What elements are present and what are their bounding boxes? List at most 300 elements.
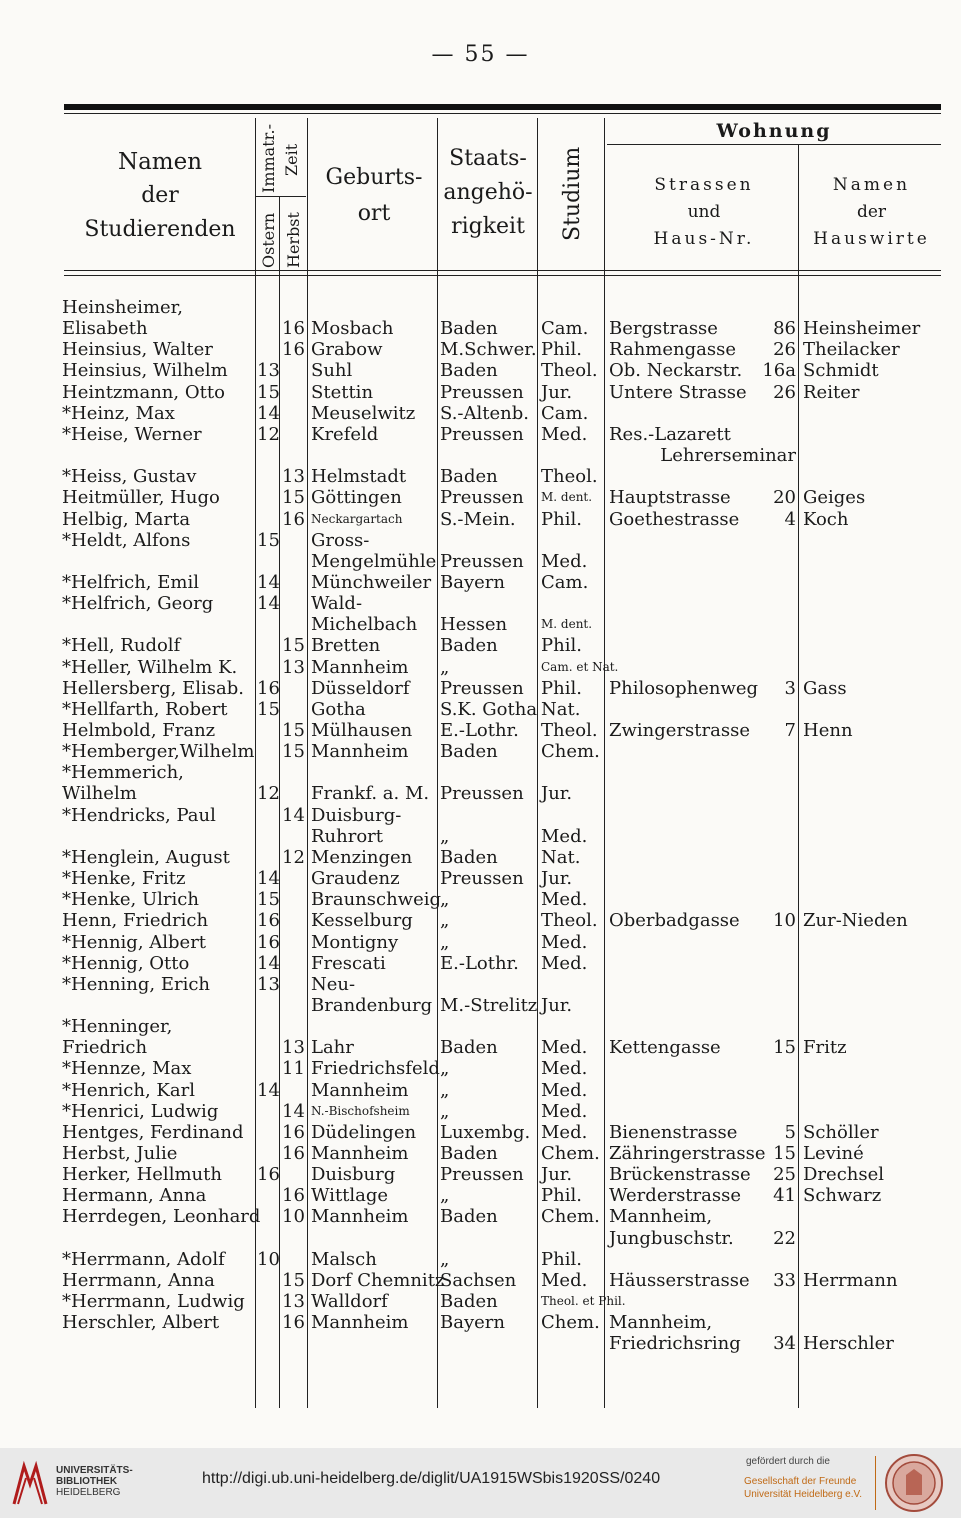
term-ostern: 14 <box>257 868 280 890</box>
header-nationality-line: angehö- <box>443 180 533 205</box>
supported-by: gefördert durch die <box>746 1456 830 1467</box>
nationality: Baden <box>440 635 498 657</box>
study-subject: Phil. <box>541 677 582 699</box>
header-names-line: Studierenden <box>84 217 236 242</box>
student-name: Helmbold, Franz <box>62 720 216 741</box>
student-name: *Herrmann, Ludwig <box>62 1291 245 1313</box>
student-name: *Hellfarth, Robert <box>62 698 228 720</box>
nationality: Preussen <box>440 677 524 699</box>
study-subject: Cam. <box>541 318 589 340</box>
landlord: Reiter <box>803 381 860 403</box>
header-host-line: Namen <box>832 175 911 195</box>
nationality: „ <box>440 910 450 932</box>
term-ostern: 14 <box>257 402 280 424</box>
table-row <box>0 1143 961 1164</box>
student-name: *Hemmerich, <box>62 762 184 784</box>
student-name: *Helfrich, Emil <box>62 571 199 593</box>
street: Werderstrasse <box>609 1185 742 1207</box>
table-row <box>0 487 961 508</box>
table-row <box>0 1291 961 1312</box>
birthplace: Montigny <box>311 931 399 953</box>
study-subject: Med. <box>541 1037 588 1059</box>
nationality: Baden <box>440 1037 498 1059</box>
student-name: *Heller, Wilhelm K. <box>62 656 238 678</box>
birthplace: Düdelingen <box>311 1121 417 1143</box>
nationality: „ <box>440 1185 450 1207</box>
header-ostern: Ostern <box>259 212 278 268</box>
term-ostern: 13 <box>257 360 280 382</box>
birthplace: Brandenburg <box>311 994 433 1016</box>
birthplace: Lahr <box>311 1037 354 1059</box>
nationality: Baden <box>440 360 498 382</box>
student-name: Helbig, Marta <box>62 508 191 530</box>
term-ostern: 15 <box>257 381 280 403</box>
header-host <box>802 172 941 253</box>
birthplace: Frescati <box>311 952 386 974</box>
term-herbst: 16 <box>282 1143 305 1164</box>
nationality: Hessen <box>440 614 508 636</box>
table-row <box>0 1058 961 1079</box>
term-herbst: 13 <box>282 1291 305 1313</box>
table-row <box>0 635 961 656</box>
term-herbst: 12 <box>282 846 305 868</box>
student-name: *Heinz, Max <box>62 402 175 424</box>
table-row <box>0 1122 961 1143</box>
header-street <box>609 172 799 253</box>
street: Zwingerstrasse <box>609 720 750 741</box>
house-number: 15 <box>773 1037 796 1059</box>
study-subject: Phil. <box>541 1185 582 1207</box>
street: Häusserstrasse <box>609 1269 750 1291</box>
table-row <box>0 847 961 868</box>
street: Friedrichsring <box>609 1333 741 1355</box>
header-host-line: der <box>856 202 887 222</box>
table-row <box>0 1249 961 1270</box>
term-ostern: 10 <box>257 1248 280 1270</box>
study-subject: Med. <box>541 1269 588 1291</box>
student-name: *Hennig, Albert <box>62 931 207 953</box>
student-name: Herrmann, Anna <box>62 1269 215 1291</box>
table-row <box>0 699 961 720</box>
birthplace: Walldorf <box>311 1291 388 1313</box>
study-subject: Med. <box>541 423 588 445</box>
nationality: Preussen <box>440 423 524 445</box>
birthplace: Mannheim <box>311 656 409 678</box>
birthplace: Bretten <box>311 635 381 657</box>
term-herbst: 11 <box>282 1058 305 1080</box>
study-subject: Med. <box>541 825 588 847</box>
society-name-line: Gesellschaft der Freunde <box>744 1476 857 1487</box>
table-row <box>0 953 961 974</box>
university-seal-icon <box>884 1453 944 1513</box>
nationality: E.-Lothr. <box>440 952 519 974</box>
term-herbst: 13 <box>282 656 305 678</box>
street: Mannheim, <box>609 1206 713 1228</box>
student-name: *Heiss, Gustav <box>62 466 197 488</box>
house-number: 5 <box>784 1121 796 1143</box>
table-row <box>0 1333 961 1354</box>
nationality: „ <box>440 1100 450 1122</box>
landlord: Gass <box>803 677 847 699</box>
student-name: Friedrich <box>62 1037 148 1059</box>
header-nationality-line: rigkeit <box>451 214 525 239</box>
table-row <box>0 360 961 381</box>
study-subject: M. dent. <box>541 617 593 632</box>
birthplace: Suhl <box>311 360 353 382</box>
nationality: „ <box>440 825 450 847</box>
table-row <box>0 1101 961 1122</box>
landlord: Heinsheimer <box>803 318 921 340</box>
society-name-line: Universität Heidelberg e.V. <box>744 1489 863 1500</box>
nationality: Luxembg. <box>440 1121 531 1143</box>
birthplace: Michelbach <box>311 614 418 636</box>
nationality: „ <box>440 1058 450 1080</box>
student-name: *Hendricks, Paul <box>62 804 216 826</box>
study-subject: Med. <box>541 931 588 953</box>
header-divider <box>256 196 306 197</box>
term-ostern: 16 <box>257 931 280 953</box>
study-subject: Med. <box>541 889 588 911</box>
study-subject: Theol. et Phil. <box>541 1294 626 1309</box>
table-row <box>0 424 961 445</box>
landlord: Leviné <box>803 1143 864 1164</box>
birthplace: Mengelmühle <box>311 550 437 572</box>
student-name: Heinsius, Wilhelm <box>62 360 228 382</box>
term-herbst: 10 <box>282 1206 305 1228</box>
library-name-line: UNIVERSITÄTS- <box>56 1465 133 1476</box>
study-subject: Med. <box>541 1100 588 1122</box>
study-subject: Jur. <box>541 783 573 805</box>
table-row <box>0 974 961 995</box>
birthplace: Duisburg <box>311 1164 396 1186</box>
term-herbst: 15 <box>282 1269 305 1291</box>
study-subject: Jur. <box>541 1164 573 1186</box>
student-name: *Henning, Erich <box>62 973 211 995</box>
birthplace: Meuselwitz <box>311 402 416 424</box>
student-name: Hellersberg, Elisab. <box>62 677 244 699</box>
study-subject: Chem. <box>541 1312 600 1334</box>
landlord: Fritz <box>803 1037 847 1059</box>
study-subject: Phil. <box>541 339 582 361</box>
student-name: *Heldt, Alfons <box>62 529 191 551</box>
term-ostern: 14 <box>257 1079 280 1101</box>
house-number: 22 <box>773 1227 796 1249</box>
nationality: Baden <box>440 846 498 868</box>
student-name: Herbst, Julie <box>62 1143 178 1164</box>
birthplace: Wittlage <box>311 1185 389 1207</box>
nationality: Preussen <box>440 868 524 890</box>
nationality: Baden <box>440 741 498 763</box>
birthplace: Mannheim <box>311 1079 409 1101</box>
table-row <box>0 1185 961 1206</box>
nationality: E.-Lothr. <box>440 720 519 741</box>
street: Untere Strasse <box>609 381 747 403</box>
study-subject: Med. <box>541 550 588 572</box>
term-ostern: 15 <box>257 529 280 551</box>
student-name: Wilhelm <box>62 783 137 805</box>
header-nationality <box>438 142 538 244</box>
nationality: S.-Mein. <box>440 508 516 530</box>
birthplace: Menzingen <box>311 846 413 868</box>
student-name: *Henke, Fritz <box>62 868 186 890</box>
student-name: Heintzmann, Otto <box>62 381 225 403</box>
header-immatr: Immatr.- <box>259 123 278 193</box>
header-bottom-rule <box>64 270 941 271</box>
birthplace: Mannheim <box>311 1206 409 1228</box>
street: Kettengasse <box>609 1037 721 1059</box>
nationality: Baden <box>440 318 498 340</box>
student-name: Hermann, Anna <box>62 1185 207 1207</box>
birthplace: Krefeld <box>311 423 379 445</box>
library-name <box>56 1465 133 1498</box>
study-subject: Cam. <box>541 402 589 424</box>
student-name: *Henglein, August <box>62 846 230 868</box>
table-row <box>0 382 961 403</box>
study-subject: Jur. <box>541 381 573 403</box>
table-row <box>0 1080 961 1101</box>
nationality: „ <box>440 1079 450 1101</box>
birthplace: Ruhrort <box>311 825 384 847</box>
footer-divider <box>875 1456 876 1510</box>
nationality: Baden <box>440 1291 498 1313</box>
study-subject: Cam. <box>541 571 589 593</box>
header-residence: Wohnung <box>716 120 832 142</box>
birthplace: Wald- <box>311 593 363 615</box>
term-herbst: 16 <box>282 318 305 340</box>
page-number: — 55 — <box>431 42 530 67</box>
table-row <box>0 1270 961 1291</box>
landlord: Schwarz <box>803 1185 882 1207</box>
footer-bar <box>0 1448 961 1518</box>
landlord: Koch <box>803 508 849 530</box>
study-subject: Phil. <box>541 508 582 530</box>
study-subject: Chem. <box>541 1143 600 1164</box>
table-row <box>0 1228 961 1249</box>
nationality: „ <box>440 889 450 911</box>
landlord: Zur-Nieden <box>803 910 908 932</box>
table-row <box>0 868 961 889</box>
student-name: *Henrici, Ludwig <box>62 1100 219 1122</box>
term-ostern: 14 <box>257 593 280 615</box>
table-row <box>0 1164 961 1185</box>
birthplace: N.-Bischofsheim <box>311 1103 410 1118</box>
house-number: 26 <box>773 381 796 403</box>
header-names-line: Namen <box>117 149 203 175</box>
birthplace: Neu- <box>311 973 356 995</box>
student-name: *Henrich, Karl <box>62 1079 195 1101</box>
birthplace: Frankf. a. M. <box>311 783 430 805</box>
header-street-line: und <box>687 202 721 222</box>
term-herbst: 13 <box>282 1037 305 1059</box>
nationality: Bayern <box>440 571 505 593</box>
table-row <box>0 318 961 339</box>
source-url[interactable]: http://digi.ub.uni-heidelberg.de/diglit/UA1915WSbis1920SS/0240 <box>202 1470 661 1487</box>
table-row <box>0 466 961 487</box>
student-name: *Henninger, <box>62 1016 173 1038</box>
term-herbst: 13 <box>282 466 305 488</box>
street: Ob. Neckarstr. <box>609 360 743 382</box>
term-herbst: 15 <box>282 635 305 657</box>
birthplace: Mannheim <box>311 1143 409 1164</box>
house-number: 34 <box>773 1333 796 1355</box>
house-number: 20 <box>773 487 796 509</box>
house-number: 41 <box>773 1185 796 1207</box>
header-street-line: Haus-Nr. <box>653 229 755 249</box>
term-herbst: 15 <box>282 741 305 763</box>
student-name: *Herrmann, Adolf <box>62 1248 225 1270</box>
birthplace: Graudenz <box>311 868 400 890</box>
landlord: Henn <box>803 720 853 741</box>
nationality: Baden <box>440 1206 498 1228</box>
nationality: „ <box>440 931 450 953</box>
table-row <box>0 678 961 699</box>
street: Bienenstrasse <box>609 1121 738 1143</box>
study-subject: Nat. <box>541 698 581 720</box>
student-name: *Hell, Rudolf <box>62 635 181 657</box>
header-study: Studium <box>560 146 585 241</box>
birthplace: Friedrichsfeld <box>311 1058 440 1080</box>
student-name: *Hennze, Max <box>62 1058 192 1080</box>
landlord: Schöller <box>803 1121 879 1143</box>
table-row <box>0 1016 961 1037</box>
student-name: Hentges, Ferdinand <box>62 1121 244 1143</box>
table-row <box>0 445 961 466</box>
nationality: Preussen <box>440 487 524 509</box>
landlord: Theilacker <box>803 339 900 361</box>
student-name: Henn, Friedrich <box>62 910 209 932</box>
landlord: Schmidt <box>803 360 879 382</box>
birthplace: Neckargartach <box>311 511 403 526</box>
student-name: *Heise, Werner <box>62 423 202 445</box>
nationality: M.-Strelitz <box>440 994 538 1016</box>
table-row <box>0 910 961 931</box>
student-name: Elisabeth <box>62 318 148 340</box>
study-subject: Med. <box>541 1079 588 1101</box>
table-row <box>0 741 961 762</box>
table-row <box>0 826 961 847</box>
header-birthplace <box>312 160 436 232</box>
study-subject: Med. <box>541 1058 588 1080</box>
house-number: 33 <box>773 1269 796 1291</box>
landlord: Geiges <box>803 487 866 509</box>
street: Bergstrasse <box>609 318 718 340</box>
birthplace: Mülhausen <box>311 720 413 741</box>
table-row <box>0 339 961 360</box>
study-subject: Jur. <box>541 994 573 1016</box>
birthplace: Mannheim <box>311 1312 409 1334</box>
table-row <box>0 805 961 826</box>
term-ostern: 16 <box>257 1164 280 1186</box>
study-subject: Phil. <box>541 635 582 657</box>
table-row <box>0 297 961 318</box>
term-ostern: 15 <box>257 889 280 911</box>
study-subject: Theol. <box>541 720 598 741</box>
table-row <box>0 572 961 593</box>
nationality: „ <box>440 656 450 678</box>
birthplace: Braunschweig <box>311 889 441 911</box>
table-row <box>0 932 961 953</box>
street: Res.-Lazarett <box>609 423 731 445</box>
header-host-line: Hauswirte <box>813 229 930 249</box>
table-row <box>0 1037 961 1058</box>
term-ostern: 12 <box>257 423 280 445</box>
header-birthplace-line: Geburts- <box>325 165 423 190</box>
top-rule <box>64 104 941 110</box>
term-ostern: 14 <box>257 952 280 974</box>
nationality: S.-Altenb. <box>440 402 529 424</box>
street: Rahmengasse <box>609 339 736 361</box>
study-subject: Med. <box>541 952 588 974</box>
term-herbst: 16 <box>282 1185 305 1207</box>
house-number: 26 <box>773 339 796 361</box>
term-herbst: 14 <box>282 1100 305 1122</box>
table-row <box>0 530 961 551</box>
street: Oberbadgasse <box>609 910 740 932</box>
study-subject: Cam. et Nat. <box>541 659 619 674</box>
landlord: Herrmann <box>803 1269 898 1291</box>
birthplace: Malsch <box>311 1248 377 1270</box>
nationality: Baden <box>440 1143 498 1164</box>
house-number: 7 <box>784 720 796 741</box>
header-zeit: Zeit <box>282 143 301 176</box>
street: Hauptstrasse <box>609 487 731 509</box>
nationality: M.Schwer. <box>440 339 537 361</box>
birthplace: Düsseldorf <box>311 677 410 699</box>
study-subject: Nat. <box>541 846 581 868</box>
birthplace: Mosbach <box>311 318 394 340</box>
nationality: S.K. Gotha <box>440 698 538 720</box>
term-ostern: 14 <box>257 571 280 593</box>
birthplace: Kesselburg <box>311 910 413 932</box>
library-logo-icon <box>10 1460 50 1508</box>
table-row <box>0 762 961 783</box>
term-ostern: 12 <box>257 783 280 805</box>
header-divider <box>607 144 941 145</box>
birthplace: Gross- <box>311 529 370 551</box>
term-ostern: 16 <box>257 677 280 699</box>
student-name: Herrdegen, Leonhard <box>62 1206 261 1228</box>
landlord: Herschler <box>803 1333 894 1355</box>
header-bottom-rule <box>64 275 941 276</box>
term-ostern: 16 <box>257 910 280 932</box>
study-subject: M. dent. <box>541 490 593 505</box>
term-ostern: 13 <box>257 973 280 995</box>
header-street-line: Strassen <box>654 175 754 195</box>
nationality: Baden <box>440 466 498 488</box>
nationality: Preussen <box>440 381 524 403</box>
term-herbst: 15 <box>282 720 305 741</box>
table-row <box>0 403 961 424</box>
street: Goethestrasse <box>609 508 740 530</box>
term-herbst: 16 <box>282 508 305 530</box>
landlord: Drechsel <box>803 1164 885 1186</box>
birthplace: Münchweiler <box>311 571 432 593</box>
birthplace: Mannheim <box>311 741 409 763</box>
table-row <box>0 593 961 614</box>
term-herbst: 15 <box>282 487 305 509</box>
study-subject: Phil. <box>541 1248 582 1270</box>
term-herbst: 14 <box>282 804 305 826</box>
study-subject: Med. <box>541 1121 588 1143</box>
birthplace: Gotha <box>311 698 366 720</box>
birthplace: Duisburg- <box>311 804 402 826</box>
street: Brückenstrasse <box>609 1164 751 1186</box>
student-name: Heinsheimer, <box>62 297 184 318</box>
study-subject: Chem. <box>541 1206 600 1228</box>
street: Philosophenweg <box>609 677 759 699</box>
house-number: 86 <box>773 318 796 340</box>
street: Mannheim, <box>609 1312 713 1334</box>
